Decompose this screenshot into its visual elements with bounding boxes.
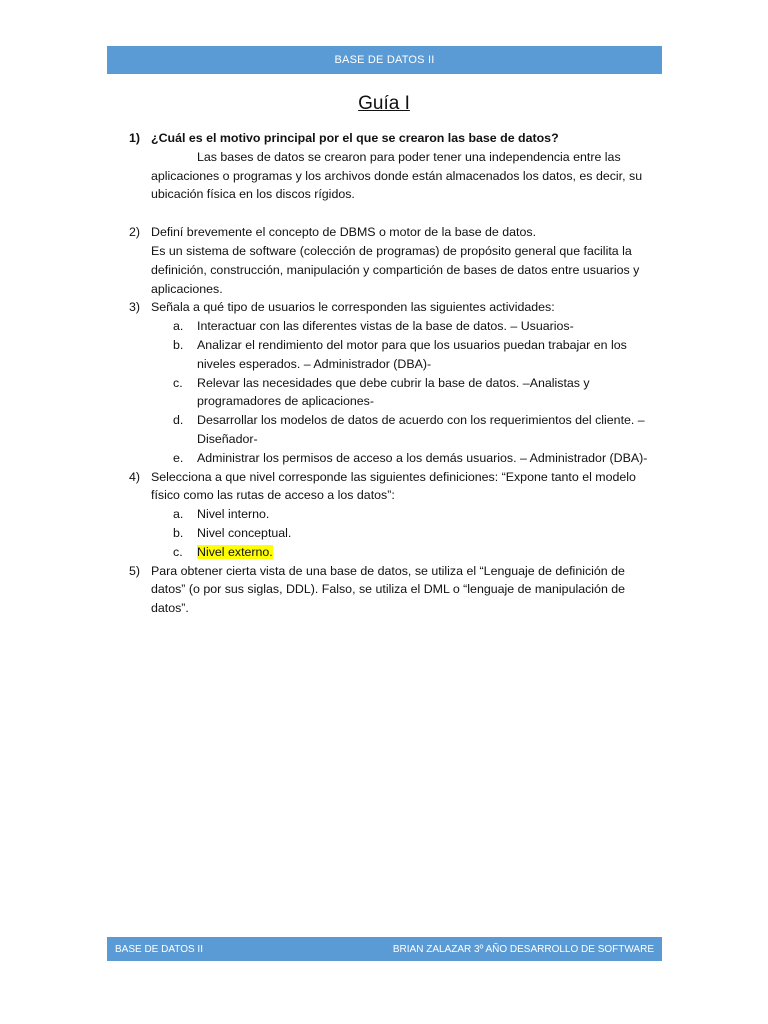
- answer-1-first-line: Las bases de datos se crearon para poder tener una independencia entre las: [197, 149, 621, 164]
- question-number: 5): [129, 563, 141, 578]
- list-letter: b.: [173, 337, 184, 352]
- question-text: Para obtener cierta vista de una base de datos, se utiliza el “Lenguaje de definición de datos” (o por sus siglas, DDL). Falso, se utiliza el DML o “lenguaje de manipulación de datos”.: [151, 563, 626, 616]
- list-letter: b.: [173, 525, 184, 540]
- list-item-highlighted: [129, 543, 659, 562]
- question-number: 3): [129, 300, 141, 315]
- document-body: [129, 129, 659, 618]
- list-letter: a.: [173, 507, 184, 522]
- question-text: Selecciona a que nivel corresponde las siguientes definiciones: “Expone tanto el modelo físico como las rutas de acceso a los datos”:: [151, 469, 636, 503]
- list-item: [129, 317, 659, 336]
- list-item: [129, 449, 659, 468]
- list-letter: e.: [173, 450, 184, 465]
- question-2: [129, 223, 659, 242]
- page-footer: [107, 937, 662, 961]
- answer-1-rest: aplicaciones o programas y los archivos donde están almacenados los datos, es decir, su ubicación física en los discos rígidos.: [151, 168, 643, 202]
- answer-2: Es un sistema de software (colección de programas) de propósito general que facilita la definición, construcción, manipulación y compartición de bases de datos entre usuarios y aplicaciones.: [151, 243, 640, 296]
- list-item: [129, 524, 659, 543]
- list-item: [129, 336, 659, 374]
- question-number: 2): [129, 225, 141, 240]
- question-number: 1): [129, 131, 141, 145]
- list-text: Administrar los permisos de acceso a los demás usuarios. – Administrador (DBA)-: [197, 450, 648, 465]
- list-text: Nivel interno.: [197, 507, 270, 522]
- question-text: ¿Cuál es el motivo principal por el que se crearon las base de datos?: [151, 131, 559, 145]
- question-4: [129, 468, 659, 506]
- list-letter: c.: [173, 544, 183, 559]
- list-text: Relevar las necesidades que debe cubrir la base de datos. –Analistas y programadores de aplicaciones-: [197, 375, 590, 409]
- list-letter: d.: [173, 413, 184, 428]
- footer-left: BASE DE DATOS II: [115, 943, 203, 955]
- list-letter: c.: [173, 375, 183, 390]
- question-3: [129, 298, 659, 317]
- list-item: [129, 505, 659, 524]
- question-text: Definí brevemente el concepto de DBMS o motor de la base de datos.: [151, 225, 537, 240]
- question-5: [129, 562, 659, 618]
- question-1: [129, 129, 659, 148]
- list-item: [129, 411, 659, 449]
- question-text: Señala a qué tipo de usuarios le corresponden las siguientes actividades:: [151, 300, 555, 315]
- list-text: Analizar el rendimiento del motor para que los usuarios puedan trabajar en los niveles esperados. – Administrador (DBA)-: [197, 337, 627, 371]
- list-text: Nivel conceptual.: [197, 525, 292, 540]
- list-letter: a.: [173, 319, 184, 334]
- highlighted-answer: Nivel externo.: [197, 544, 273, 559]
- question-number: 4): [129, 469, 141, 484]
- footer-right: BRIAN ZALAZAR 3º AÑO DESARROLLO DE SOFTWARE: [392, 943, 654, 955]
- list-item: [129, 374, 659, 412]
- page-header: [107, 46, 662, 74]
- document-title: Guía I: [358, 93, 410, 114]
- list-text: Interactuar con las diferentes vistas de la base de datos. – Usuarios-: [197, 319, 574, 334]
- header-text: BASE DE DATOS II: [334, 54, 435, 66]
- list-text: Desarrollar los modelos de datos de acuerdo con los requerimientos del cliente. –Diseñador-: [197, 413, 645, 446]
